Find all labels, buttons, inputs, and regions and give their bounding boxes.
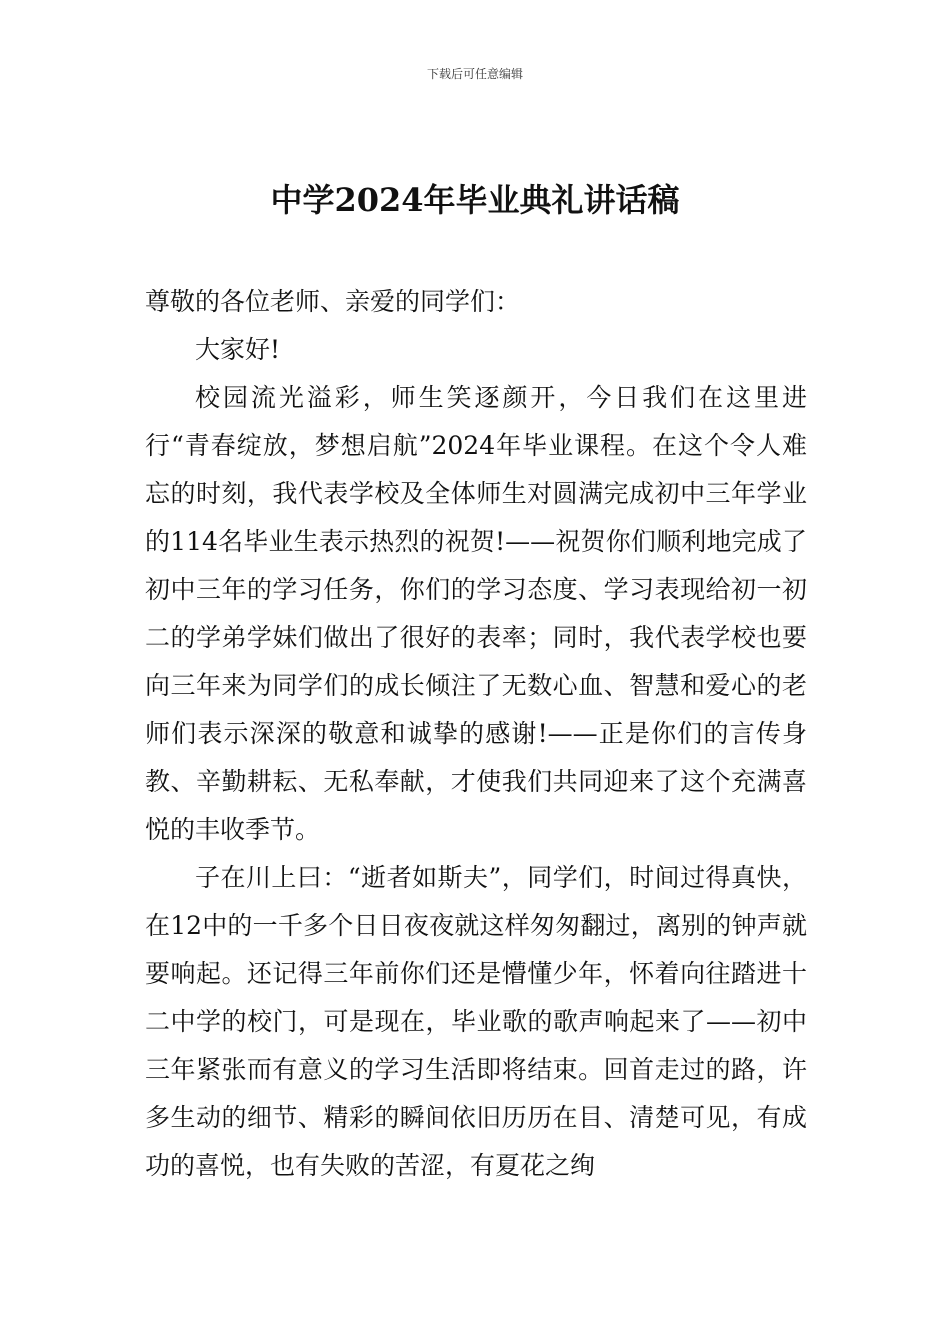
paragraph-1: 校园流光溢彩，师生笑逐颜开，今日我们在这里进行“青春绽放，梦想启航”2024年毕业课程。在这个令人难忘的时刻，我代表学校及全体师生对圆满完成初中三年学业的114名毕业生表示热烈的祝贺!——祝贺你们顺利地完成了初中三年的学习任务，你们的学习态度、学习表现给初一初二的学弟学妹们做出了很好的表率；同时，我代表学校也要向三年来为同学们的成长倾注了无数心血、智慧和爱心的老师们表示深深的敬意和诚挚的感谢!——正是你们的言传身教、辛勤耕耘、无私奉献，才使我们共同迎来了这个充满喜悦的丰收季节。 xyxy=(145,383,807,844)
header-note: 下载后可任意编辑 xyxy=(426,67,523,81)
greeting: 大家好! xyxy=(195,335,281,364)
document-body xyxy=(145,278,807,1190)
paragraph-2: 子在川上曰：“逝者如斯夫”，同学们，时间过得真快，在12中的一千多个日日夜夜就这样匆匆翻过，离别的钟声就要响起。还记得三年前你们还是懵懂少年，怀着向往踏进十二中学的校门，可是现在，毕业歌的歌声响起来了——初中三年紧张而有意义的学习生活即将结束。回首走过的路，许多生动的细节、精彩的瞬间依旧历历在目、清楚可见，有成功的喜悦，也有失败的苦涩，有夏花之绚 xyxy=(145,863,807,1180)
document-title: 中学2024年毕业典礼讲话稿 xyxy=(270,181,680,219)
salutation: 尊敬的各位老师、亲爱的同学们： xyxy=(145,287,521,316)
